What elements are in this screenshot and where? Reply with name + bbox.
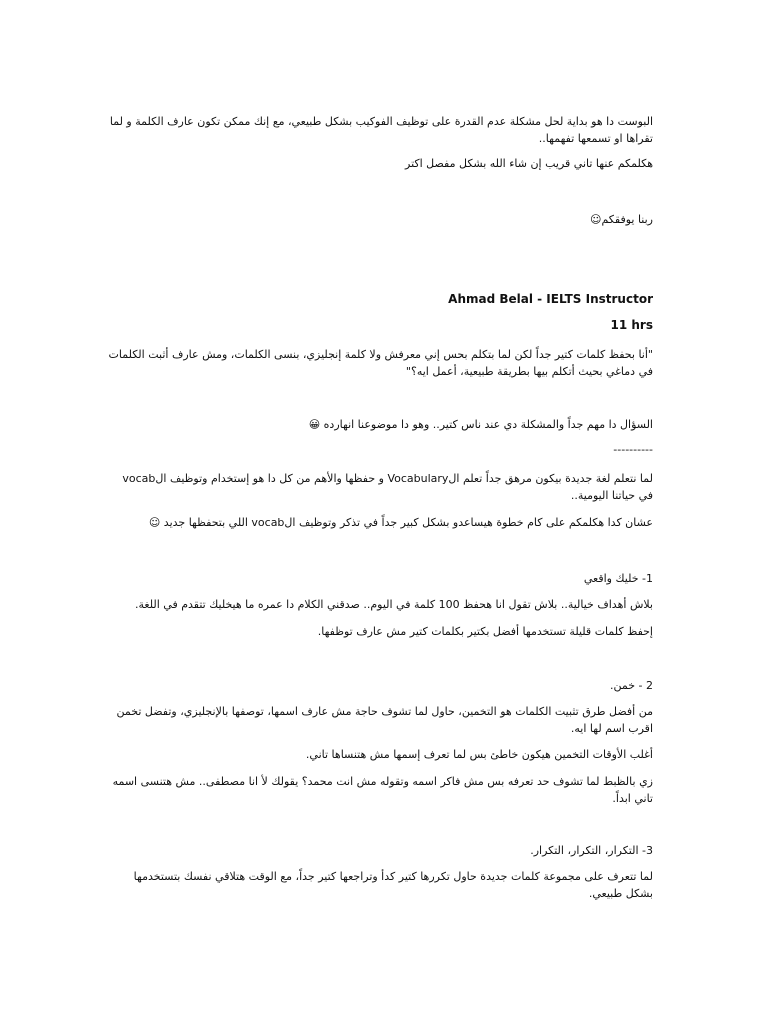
separator-line: ---------- [613, 443, 653, 456]
step-3-paragraph-a: لما تتعرف على مجموعة كلمات جديدة حاول تكررها كتير كدأ وتراجعها كتير جداً، مع الوقت هتلاقي نفسك بتستخدمها بشكل طبيعي. [133, 870, 653, 900]
document-page [108, 0, 653, 1024]
heading-step-3: 3- التكرار، التكرار، التكرار. [530, 844, 653, 857]
learning-paragraph: لما نتعلم لغة جديدة بيكون مرهق جداً تعلم الVocabulary و حفظها والأهم من كل دا هو إستخدام وتوظيف الvocab في حياتنا اليومية.. [122, 472, 653, 502]
step-2-paragraph-c: زي بالظبط لما تشوف حد تعرفه بس مش فاكر اسمه وتقوله مش انت محمد؟ يقولك لأ انا مصطفى.. مش هتنسى اسمه تاني ابداً. [112, 775, 653, 805]
step-2-paragraph-a: من أفضل طرق تثبيت الكلمات هو التخمين، حاول لما تشوف حاجة مش عارف اسمها، توصفها بالإنجليزي، وتفضل تخمن اقرب اسم لها ايه. [116, 705, 653, 735]
post-time: 11 hrs [610, 318, 653, 332]
steps-intro-paragraph: عشان كدا هكلمكم على كام خطوة هيساعدو بشكل كبير جداً في تذكر وتوظيف الvocab اللي بتحفظها جديد ☺ [148, 516, 653, 529]
heading-step-2: 2 - خمن. [610, 679, 653, 692]
quote-paragraph: "أنا بحفظ كلمات كتير جداً لكن لما بتكلم بحس إني معرفش ولا كلمة إنجليزي، بنسى الكلمات، ومش عارف أثبت الكلمات في دماغي بحيث أتكلم بيها بطريقة طبيعية، أعمل ايه؟" [108, 348, 653, 378]
question-paragraph: السؤال دا مهم جداً والمشكلة دي عند ناس كتير.. وهو دا موضوعنا انهارده 😀 [308, 418, 653, 431]
details-later-paragraph: هكلمكم عنها تاني قريب إن شاء الله بشكل مفصل اكتر [405, 157, 653, 170]
step-1-paragraph-b: إحفظ كلمات قليلة تستخدمها أفضل بكتير بكلمات كتير مش عارف توظفها. [317, 625, 653, 638]
heading-step-1: 1- خليك واقعي [583, 572, 653, 585]
blessing-paragraph: ربنا يوفقكم☺ [590, 213, 653, 226]
intro-paragraph: البوست دا هو بداية لحل مشكلة عدم القدرة على توظيف الفوكيب بشكل طبيعي، مع إنك ممكن تكون عارف الكلمة و لما تقراها او تسمعها تفهمها.. [109, 115, 653, 145]
step-2-paragraph-b: أغلب الأوقات التخمين هيكون خاطئ بس لما تعرف إسمها مش هتنساها تاني. [305, 748, 653, 761]
author-name: Ahmad Belal - IELTS Instructor [448, 292, 653, 306]
step-1-paragraph-a: بلاش أهداف خيالية.. بلاش تقول انا هحفظ 100 كلمة في اليوم.. صدقني الكلام دا عمره ما هيخليك تتقدم في اللغة. [135, 598, 653, 611]
